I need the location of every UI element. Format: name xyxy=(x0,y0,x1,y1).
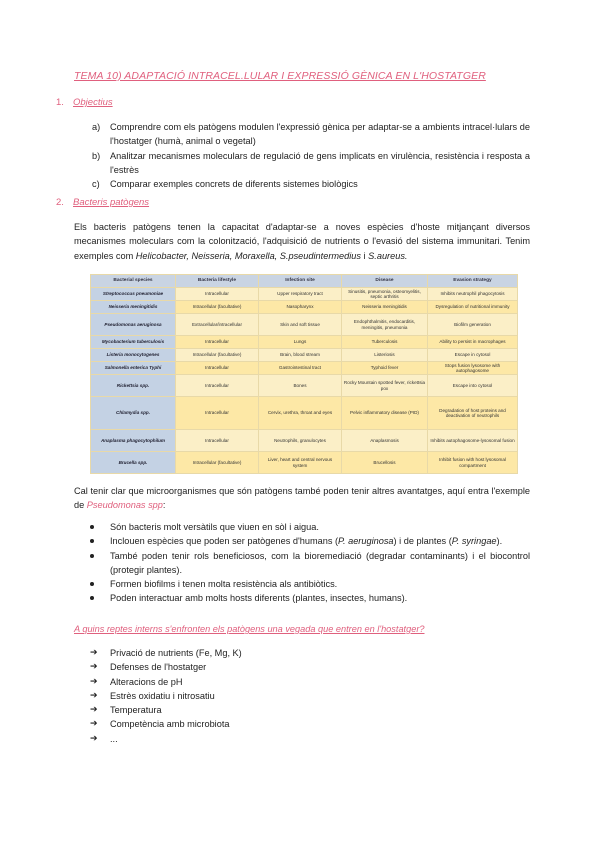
species-cell: Streptococcus pneumoniae xyxy=(91,288,176,301)
table-row xyxy=(91,397,518,430)
table-cell: Intracellular (facultative) xyxy=(176,301,259,314)
challenge-text: Estrès oxidatiu i nitrosatiu xyxy=(110,690,215,701)
table-cell: Intracellular (facultative) xyxy=(176,452,259,474)
challenge-text: Defenses de l'hostatger xyxy=(110,662,207,673)
list-item xyxy=(92,120,530,149)
bullet-dot-icon xyxy=(90,539,94,543)
bullet-text: P. syringae xyxy=(451,536,497,547)
table-row xyxy=(91,362,518,375)
species-cell: Neisseria meningitidis xyxy=(91,301,176,314)
table-row xyxy=(91,288,518,301)
pathogens-intro-paragraph xyxy=(74,220,530,263)
bullet-item xyxy=(90,549,530,578)
paragraph-text: i xyxy=(361,250,369,261)
bullet-dot-icon xyxy=(90,582,94,586)
table-cell: Brucellosis xyxy=(342,452,428,474)
table-cell: Gastrointestinal tract xyxy=(259,362,342,375)
challenge-text: Temperatura xyxy=(110,705,162,716)
table-row xyxy=(91,349,518,362)
challenge-text: ... xyxy=(110,733,118,744)
paragraph-examples: S.aureus. xyxy=(368,250,408,261)
challenge-text: Privació de nutrients (Fe, Mg, K) xyxy=(110,648,242,658)
bullet-text: ). xyxy=(496,536,503,547)
table-cell: Intracellular xyxy=(176,336,259,349)
table-cell: Intracellular xyxy=(176,375,259,397)
list-item xyxy=(90,646,490,660)
paragraph-text: Els bacteris patògens tenen la capacitat d'adaptar-se a noves espècies d'hoste mitjançant diversos mecanismes moleculars com la colonització, l'adquisició de nutrients o l'evasió del sistema immunitari. Tenim exemples com xyxy=(74,222,530,261)
pseudomonas-link: Pseudomonas spp xyxy=(86,500,163,511)
table-cell: Typhoid fever xyxy=(342,362,428,375)
species-cell: Listeria monocytogenes xyxy=(91,349,176,362)
table-row xyxy=(91,336,518,349)
table-header-row xyxy=(91,275,518,288)
paragraph-text: : xyxy=(162,500,166,511)
table-cell: Neutrophils, granulocytes xyxy=(259,430,342,452)
table-cell: Intracellular xyxy=(176,430,259,452)
list-item-text: Analitzar mecanismes moleculars de regulació de gens implicats en virulència, resistència i resposta a l'estrès xyxy=(110,150,530,175)
bullet-dot-icon xyxy=(90,596,94,600)
list-item xyxy=(90,675,490,689)
table-cell: Degradation of host proteins and deactivation of neutrophils xyxy=(428,397,518,430)
species-cell: Mycobacterium tuberculosis xyxy=(91,336,176,349)
arrow-right-icon: ➔ xyxy=(90,705,98,716)
list-item xyxy=(90,717,490,731)
table-cell: Escape into cytosol xyxy=(428,375,518,397)
bullet-item xyxy=(90,591,530,605)
table-cell: Inhibits neutrophil phagocytosis xyxy=(428,288,518,301)
table-cell: Nasopharynx xyxy=(259,301,342,314)
bullet-text: P. aeruginosa xyxy=(338,536,394,547)
table-cell: Skin and soft tissue xyxy=(259,314,342,336)
list-marker: b) xyxy=(92,150,101,161)
table-cell: Inhibits autophagosome-lysosomal fusion xyxy=(428,430,518,452)
table-cell: Intracellular xyxy=(176,362,259,375)
bullet-item xyxy=(90,577,530,591)
table-cell: Bones xyxy=(259,375,342,397)
list-item xyxy=(90,660,490,674)
bullet-item xyxy=(90,534,530,548)
arrow-right-icon: ➔ xyxy=(90,719,98,730)
section-heading-objectives xyxy=(56,97,113,108)
species-cell: Salmonella enterica Typhi xyxy=(91,362,176,375)
list-item-text: Comparar exemples concrets de diferents sistemes biològics xyxy=(110,179,358,190)
document-title: TEMA 10) ADAPTACIÓ INTRACEL.LULAR I EXPRESSIÓ GÈNICA EN L'HOSTATGER xyxy=(74,70,486,82)
table-cell: Liver, heart and central nervous system xyxy=(259,452,342,474)
table-row xyxy=(91,375,518,397)
species-cell: Anaplasma phagocytophilum xyxy=(91,430,176,452)
table-cell: Endophthalmitis, endocarditis, meningitis, pneumonia xyxy=(342,314,428,336)
pseudomonas-bullet-list xyxy=(90,520,530,606)
list-item xyxy=(92,149,530,178)
column-header: Bacterial species xyxy=(91,275,176,288)
species-cell: Rickettsia spp. xyxy=(91,375,176,397)
table-cell: Biofilm generation xyxy=(428,314,518,336)
bullet-text: Són bacteris molt versàtils que viuen en sòl i aigua. xyxy=(110,522,319,532)
bacteria-table xyxy=(90,274,518,474)
table-cell: Inhibit fusion with host lysosomal compartment xyxy=(428,452,518,474)
arrow-right-icon: ➔ xyxy=(90,676,98,687)
bullet-text: Inclouen espècies que poden ser patògenes d'humans ( xyxy=(110,536,339,547)
section-title: Bacteris patògens xyxy=(73,197,150,208)
arrow-right-icon: ➔ xyxy=(90,648,98,658)
section-title: Objectius xyxy=(73,97,113,108)
table-cell: Extracellular/intracellular xyxy=(176,314,259,336)
table-cell: Tuberculosis xyxy=(342,336,428,349)
table-cell: Brain, blood stream xyxy=(259,349,342,362)
table-cell: Lungs xyxy=(259,336,342,349)
species-cell: Pseudomonas aeruginosa xyxy=(91,314,176,336)
bullet-item xyxy=(90,520,530,534)
list-item xyxy=(90,732,490,746)
list-item xyxy=(90,703,490,717)
column-header: Disease xyxy=(342,275,428,288)
table-cell: Escape in cytosol xyxy=(428,349,518,362)
column-header: Evasion strategy xyxy=(428,275,518,288)
table-cell: Upper respiratory tract xyxy=(259,288,342,301)
table-cell: Stops fusion lysosome with autophagosome xyxy=(428,362,518,375)
table-cell: Intracellular xyxy=(176,288,259,301)
list-item xyxy=(90,689,490,703)
bullet-dot-icon xyxy=(90,525,94,529)
challenge-text: Alteracions de pH xyxy=(110,676,183,687)
table-cell: Neisseria meningitidis xyxy=(342,301,428,314)
paragraph-examples: Helicobacter, Neisseria, Moraxella, S.pseudintermedius xyxy=(135,250,361,261)
challenge-text: Competència amb microbiota xyxy=(110,719,230,730)
column-header: Bacteria lifestyle xyxy=(176,275,259,288)
bullet-text: També poden tenir rols beneficiosos, com la bioremediació (degradar contaminants) i el biocontrol (protegir plantes). xyxy=(110,550,530,575)
section-heading-pathogens xyxy=(56,197,149,208)
table-cell: Intracellular xyxy=(176,397,259,430)
bullet-text: Formen biofilms i tenen molta resistència als antibiòtics. xyxy=(110,579,338,590)
list-item xyxy=(92,177,530,191)
arrow-right-icon: ➔ xyxy=(90,662,98,673)
objectives-list xyxy=(92,120,530,191)
species-cell: Chlamydia spp. xyxy=(91,397,176,430)
list-marker: a) xyxy=(92,122,101,132)
table-cell: Dysregulation of nutritional immunity xyxy=(428,301,518,314)
list-marker: c) xyxy=(92,179,100,190)
paragraph-text: Cal tenir clar que microorganismes que són patògens també poden tenir altres avantatges, aquí entra l'exemple de xyxy=(74,486,530,511)
table-row xyxy=(91,430,518,452)
column-header: Infection site xyxy=(259,275,342,288)
table-row xyxy=(91,314,518,336)
list-item-text: Comprendre com els patògens modulen l'expressió gènica per adaptar-se a ambients intracel·lulars de l'hostatger (humà, animal o vegetal) xyxy=(110,122,530,147)
bullet-dot-icon xyxy=(90,554,94,558)
section-number: 1. xyxy=(56,97,64,108)
table-cell: Cervix, urethra, throat and eyes xyxy=(259,397,342,430)
arrow-right-icon: ➔ xyxy=(90,690,98,701)
bullet-text: ) i de plantes ( xyxy=(393,536,452,547)
bullet-text: Poden interactuar amb molts hosts diferents (plantes, insectes, humans). xyxy=(110,593,408,604)
section-number: 2. xyxy=(56,197,64,208)
species-cell: Brucella spp. xyxy=(91,452,176,474)
challenges-question: A quins reptes interns s'enfronten els patògens una vegada que entren en l'hostatger? xyxy=(74,624,425,634)
challenges-list xyxy=(90,646,490,746)
pseudomonas-intro-paragraph xyxy=(74,484,530,513)
table-cell: Rocky Mountain spotted fever, rickettsia pox xyxy=(342,375,428,397)
table-row xyxy=(91,452,518,474)
table-cell: Pelvic inflammatory disease (PID) xyxy=(342,397,428,430)
table-cell: Ability to persist in macrophages xyxy=(428,336,518,349)
table-cell: Intracellular (facultative) xyxy=(176,349,259,362)
table-cell: Anaplasmosis xyxy=(342,430,428,452)
table-cell: Sinusitis, pneumonia, osteomyelitis, septic arthritis xyxy=(342,288,428,301)
table-cell: Listeriosis xyxy=(342,349,428,362)
table-row xyxy=(91,301,518,314)
arrow-right-icon: ➔ xyxy=(90,733,98,744)
